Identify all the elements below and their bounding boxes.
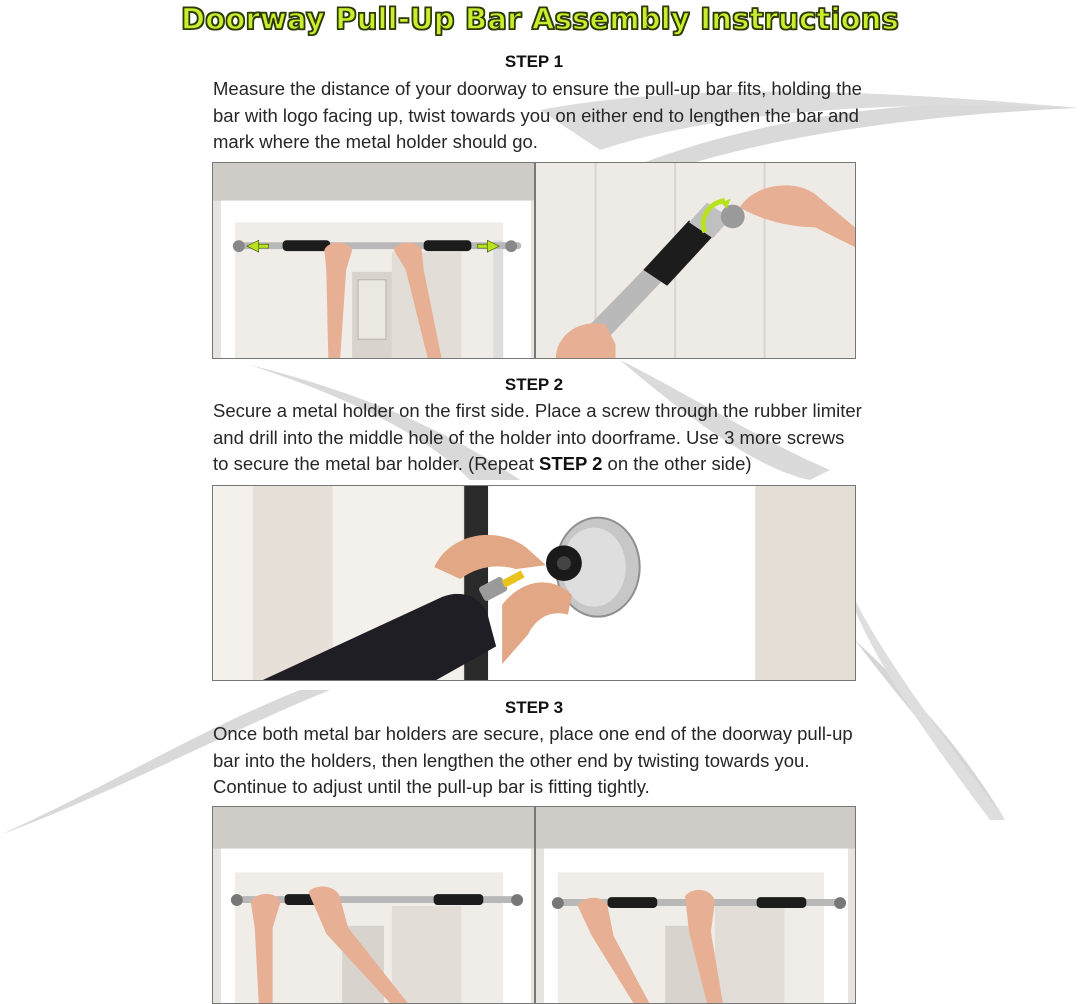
step-2-heading: STEP 2 — [504, 375, 564, 394]
step-2-photo-drill — [212, 485, 856, 681]
step-2-text-end: on the other side) — [602, 453, 752, 474]
step-1-heading: STEP 1 — [504, 52, 564, 71]
step-3-photo-right — [535, 806, 856, 1004]
step-3-text: Once both metal bar holders are secure, place one end of the doorway pull-up bar into the holders, then lengthen the other end by twisting towards you. Continue to adjust until the pull-up bar is fitting tightly. — [213, 723, 853, 797]
step-3-heading: STEP 3 — [504, 698, 564, 717]
step-1-text: Measure the distance of your doorway to ensure the pull-up bar fits, holding the bar with logo facing up, twist towards you on either end to lengthen the bar and mark where the metal holder should go. — [213, 78, 862, 152]
page-title: Doorway Pull-Up Bar Assembly Instructions — [180, 2, 900, 36]
step-2-text-part: Secure a metal holder on the first side. Place a screw through the rubber limiter and drill into the middle hole of the holder into doorframe. Use 3 more screws to secure the metal bar holder. (Repeat — [213, 400, 862, 474]
step-2-text — [213, 398, 863, 478]
step-1-photo-doorway — [212, 162, 535, 359]
step-3-photo-left — [212, 806, 535, 1004]
step-2-text-bold: STEP 2 — [539, 453, 603, 474]
step-1-photo-twist — [535, 162, 856, 359]
